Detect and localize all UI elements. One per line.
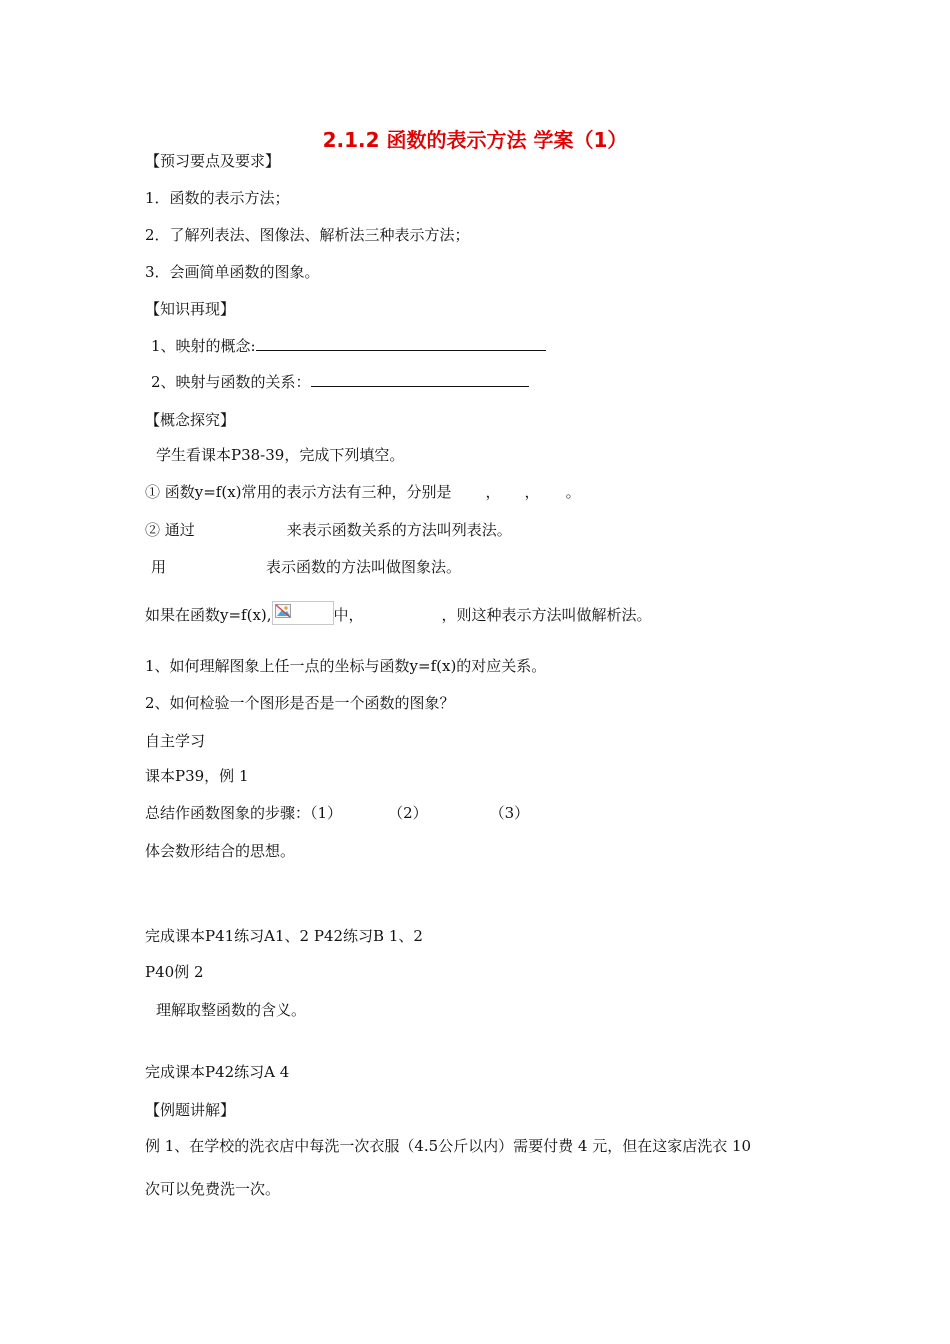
fill-blank[interactable] <box>311 372 529 387</box>
comma: ， <box>485 483 501 501</box>
concept-q4-mid: 中， <box>333 606 364 624</box>
page-title: 2.1.2 函数的表示方法 学案（1） <box>322 128 628 152</box>
concept-question-4 <box>145 601 652 625</box>
concept-intro: 学生看课本P38-39，完成下列填空。 <box>156 446 405 464</box>
step-1: （1） <box>310 804 343 822</box>
concept-q2-suffix: 来表示函数关系的方法叫列表法。 <box>286 521 512 539</box>
section-heading-examples: 【例题讲解】 <box>145 1101 236 1119</box>
example-1-line-1: 例 1、在学校的洗衣店中每洗一次衣服（4.5公斤以内）需要付费 4 元，但在这家店洗衣 10 <box>145 1137 752 1155</box>
concept-question-1 <box>145 482 581 502</box>
concept-q2-prefix: ② 通过 <box>145 521 195 539</box>
period: 。 <box>565 483 581 501</box>
fill-blank[interactable] <box>256 336 546 351</box>
knowledge-item-2 <box>151 372 529 392</box>
concept-q3-suffix: 表示函数的方法叫做图象法。 <box>266 558 462 576</box>
concept-q4-prefix: 如果在函数y=f(x), <box>145 606 272 624</box>
section-heading-preview: 【预习要点及要求】 <box>145 152 281 170</box>
concept-question-2 <box>145 520 512 540</box>
graph-steps <box>145 803 529 823</box>
knowledge-item-1-label: 1、映射的概念: <box>151 337 256 355</box>
graph-steps-label: 总结作函数图象的步骤： <box>145 804 311 822</box>
think-question-1: 1、如何理解图象上任一点的坐标与函数y=f(x)的对应关系。 <box>145 657 547 675</box>
concept-question-3 <box>151 557 461 577</box>
example-1-line-2: 次可以免费洗一次。 <box>145 1180 281 1198</box>
preview-item-1: 1．函数的表示方法； <box>145 189 290 207</box>
broken-image-icon <box>272 601 334 625</box>
think-question-2: 2、如何检验一个图形是否是一个函数的图象？ <box>145 694 455 712</box>
comma: ， <box>524 483 540 501</box>
self-study-heading: 自主学习 <box>145 732 206 750</box>
section-heading-knowledge: 【知识再现】 <box>145 300 236 318</box>
example-2-reference: P40例 2 <box>145 963 204 981</box>
section-heading-concept: 【概念探究】 <box>145 411 236 429</box>
concept-q3-prefix: 用 <box>151 558 167 576</box>
preview-item-2: 2．了解列表法、图像法、解析法三种表示方法； <box>145 226 470 244</box>
thought-note: 体会数形结合的思想。 <box>145 842 296 860</box>
exercise-1: 完成课本P41练习A1、2 P42练习B 1、2 <box>145 927 423 945</box>
knowledge-item-2-label: 2、映射与函数的关系： <box>151 373 311 391</box>
knowledge-item-1 <box>151 336 546 356</box>
understand-note: 理解取整函数的含义。 <box>156 1001 307 1019</box>
step-2: （2） <box>388 804 428 822</box>
step-3: （3） <box>489 804 530 822</box>
exercise-2: 完成课本P42练习A 4 <box>145 1063 290 1081</box>
example-reference: 课本P39，例 1 <box>145 767 249 785</box>
concept-q4-suffix: ，则这种表示方法叫做解析法。 <box>441 606 652 624</box>
concept-q1-text: ① 函数y=f(x)常用的表示方法有三种，分别是 <box>145 483 452 501</box>
preview-item-3: 3．会画简单函数的图象。 <box>145 263 320 281</box>
